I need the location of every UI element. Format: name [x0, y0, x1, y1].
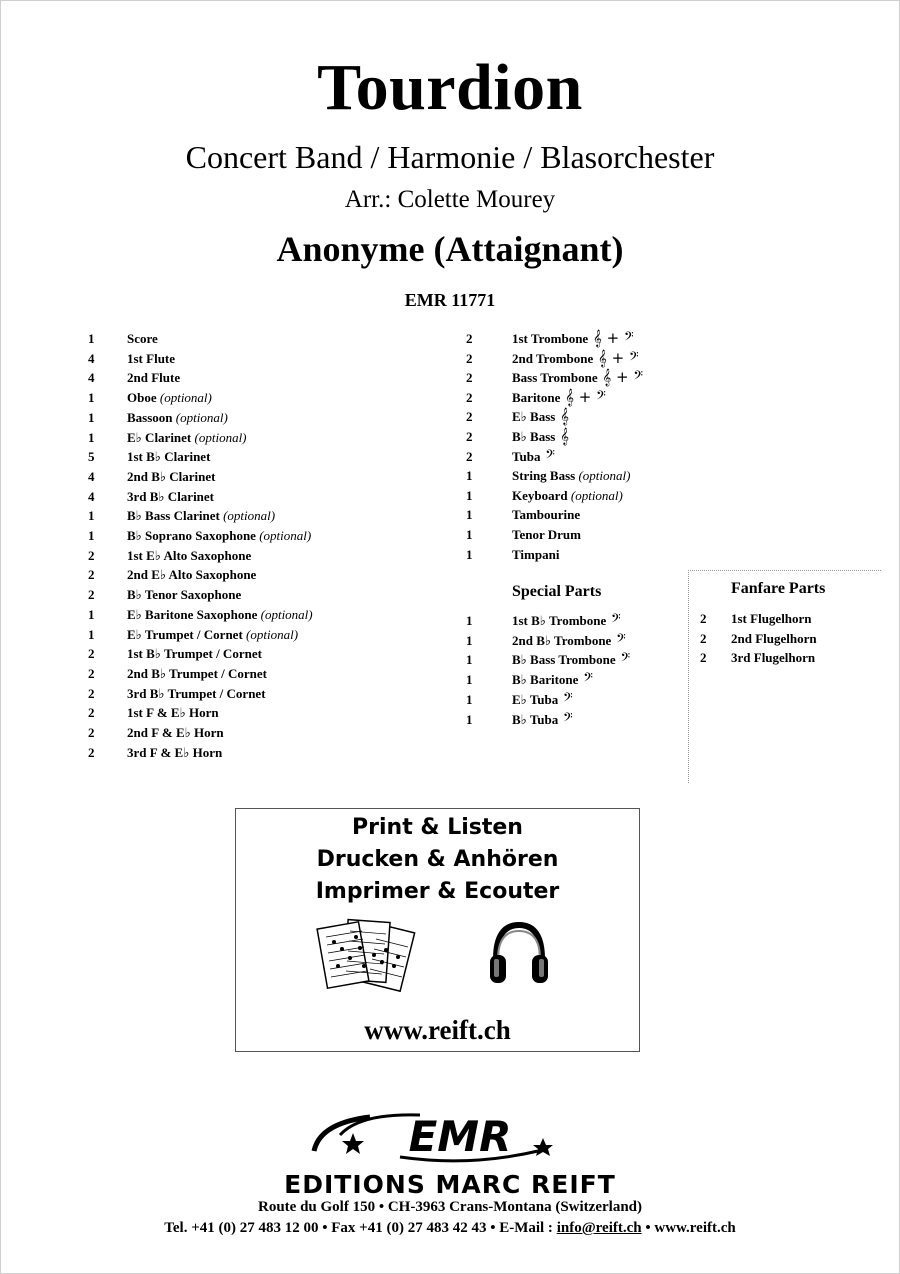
clef-icon: 𝄢	[578, 670, 593, 689]
part-quantity: 2	[466, 429, 473, 444]
part-name: B♭ Tuba	[512, 711, 559, 727]
part-name: 1st Flugelhorn	[731, 611, 812, 626]
part-label	[127, 565, 256, 584]
part-name: Baritone	[512, 389, 561, 405]
part-label	[512, 466, 630, 485]
part-quantity: 1	[88, 331, 95, 346]
part-quantity: 2	[88, 744, 95, 760]
part-optional-note: (optional)	[242, 626, 299, 642]
part-label	[127, 723, 224, 742]
email-link[interactable]: info@reift.ch	[556, 1220, 642, 1236]
catalog-number: EMR 11771	[404, 290, 496, 310]
promo-line-1: Print & Listen	[352, 815, 523, 840]
part-name: Bassoon	[127, 409, 173, 425]
part-quantity: 2	[700, 611, 707, 626]
publisher-name: EDITIONS MARC REIFT	[284, 1170, 616, 1199]
part-label	[512, 545, 559, 564]
part-label	[127, 743, 222, 762]
part-quantity: 2	[88, 665, 95, 681]
part-label	[512, 650, 630, 669]
part-name: Keyboard	[512, 487, 568, 503]
part-label	[127, 605, 313, 624]
part-quantity: 2	[466, 409, 473, 425]
part-quantity: 1	[466, 711, 473, 727]
part-quantity: 2	[466, 389, 473, 405]
part-label	[127, 644, 262, 663]
part-name: B♭ Tenor Saxophone	[127, 587, 242, 603]
part-quantity: 1	[88, 429, 95, 445]
part-optional-note: (optional)	[172, 409, 228, 425]
part-name: Tambourine	[512, 507, 581, 523]
part-quantity: 2	[466, 350, 473, 366]
part-label	[127, 368, 180, 387]
promo-line-2: Drucken & Anhören	[316, 847, 559, 872]
part-name: B♭ Baritone	[512, 672, 579, 688]
clef-icon: 𝄢	[558, 709, 573, 728]
part-quantity: 1	[466, 632, 473, 648]
part-name: 2nd E♭ Alto Saxophone	[127, 567, 257, 583]
special-parts-list	[466, 611, 686, 741]
part-quantity: 1	[466, 691, 473, 707]
part-label	[731, 609, 812, 628]
part-optional-note: (optional)	[575, 468, 631, 484]
part-label	[731, 629, 817, 648]
part-quantity: 2	[88, 725, 95, 740]
part-name: Tuba	[512, 448, 541, 464]
part-quantity: 4	[88, 468, 95, 484]
logo-text: EMR	[408, 1112, 512, 1161]
part-quantity: 1	[88, 606, 95, 622]
part-label	[127, 664, 267, 683]
part-name: Tenor Drum	[512, 527, 581, 542]
part-name: 3rd Flugelhorn	[731, 650, 816, 665]
part-name: 3rd B♭ Trumpet / Cornet	[127, 685, 266, 701]
part-name: 2nd Flugelhorn	[731, 630, 817, 646]
emr-logo	[300, 1105, 600, 1167]
part-label	[512, 427, 569, 446]
parts-list-right	[466, 329, 686, 569]
part-name: Score	[127, 331, 158, 346]
part-label	[127, 546, 251, 565]
part-label	[512, 486, 623, 505]
fanfare-parts-list	[700, 609, 880, 679]
part-name: B♭ Bass Trombone	[512, 652, 616, 668]
part-optional-note: (optional)	[255, 528, 312, 543]
part-name: 1st B♭ Clarinet	[127, 449, 211, 465]
part-quantity: 2	[466, 448, 473, 464]
part-quantity: 1	[88, 409, 95, 425]
publisher-contact	[0, 1220, 900, 1237]
part-quantity: 2	[466, 370, 473, 386]
part-optional-note: (optional)	[257, 606, 313, 622]
part-name: E♭ Bass	[512, 409, 556, 425]
part-name: 1st Trombone	[512, 331, 589, 346]
contact-phone-fax: Tel. +41 (0) 27 483 12 00 • Fax +41 (0) 27 483 42 43 • E-Mail :	[164, 1220, 557, 1236]
clef-icon: 𝄞 + 𝄢	[593, 348, 639, 367]
part-label	[512, 690, 573, 709]
headphones-icon	[486, 919, 552, 989]
part-label	[127, 526, 311, 545]
part-quantity: 1	[88, 626, 95, 642]
part-label	[127, 447, 210, 466]
part-quantity: 2	[88, 705, 95, 721]
part-name: B♭ Bass Clarinet	[127, 508, 220, 524]
part-label	[512, 525, 581, 544]
part-label	[512, 710, 573, 729]
part-name: 1st Flute	[127, 350, 176, 366]
part-name: 1st F & E♭ Horn	[127, 705, 219, 721]
clef-icon: 𝄞 + 𝄢	[560, 387, 606, 406]
part-optional-note: (optional)	[567, 487, 623, 503]
part-quantity: 1	[466, 487, 473, 503]
part-name: 1st E♭ Alto Saxophone	[127, 547, 252, 563]
part-quantity: 1	[466, 527, 473, 542]
part-name: Timpani	[512, 546, 560, 562]
promo-url: www.reift.ch	[364, 1015, 511, 1045]
part-label	[127, 408, 228, 427]
clef-icon: 𝄞	[555, 407, 569, 426]
part-label	[512, 388, 606, 407]
part-name: String Bass	[512, 468, 576, 484]
fanfare-parts-title: Fanfare Parts	[731, 580, 826, 597]
part-name: 1st B♭ Trumpet / Cornet	[127, 646, 262, 662]
part-name: E♭ Baritone Saxophone	[127, 606, 258, 622]
clef-icon: 𝄢	[558, 689, 573, 708]
part-quantity: 2	[466, 331, 473, 346]
part-quantity: 1	[466, 672, 473, 688]
part-label	[127, 684, 266, 703]
clef-icon: 𝄢	[540, 446, 555, 465]
part-quantity: 1	[88, 508, 95, 524]
part-quantity: 2	[700, 650, 707, 665]
part-label	[512, 407, 569, 426]
part-label	[512, 670, 593, 689]
part-name: 2nd F & E♭ Horn	[127, 725, 224, 740]
part-label	[127, 349, 175, 368]
part-optional-note: (optional)	[191, 429, 247, 445]
parts-list-left	[88, 329, 428, 769]
part-quantity: 2	[88, 685, 95, 701]
part-quantity: 2	[88, 646, 95, 662]
part-label	[512, 611, 621, 630]
composer: Anonyme (Attaignant)	[276, 229, 624, 269]
part-label	[127, 329, 158, 348]
part-name: Bass Trombone	[512, 370, 598, 386]
part-quantity: 1	[88, 528, 95, 543]
part-optional-note: (optional)	[219, 508, 276, 524]
print-listen-box	[235, 808, 640, 1052]
part-label	[127, 506, 275, 525]
part-quantity: 1	[88, 390, 95, 406]
part-quantity: 5	[88, 449, 95, 465]
part-label	[512, 447, 555, 466]
part-label	[127, 428, 247, 447]
publisher-address: Route du Golf 150 • CH-3963 Crans-Montana (Switzerland)	[258, 1199, 642, 1215]
clef-icon: 𝄢	[606, 611, 621, 629]
part-name: E♭ Tuba	[512, 691, 559, 707]
part-label	[512, 631, 626, 650]
part-quantity: 1	[466, 613, 473, 628]
part-label	[127, 467, 215, 486]
part-label	[512, 349, 639, 368]
clef-icon: 𝄞 + 𝄢	[588, 329, 634, 347]
part-quantity: 4	[88, 370, 95, 386]
part-label	[127, 487, 214, 506]
part-label	[127, 625, 298, 644]
part-name: 2nd Flute	[127, 370, 181, 386]
ensemble-subtitle: Concert Band / Harmonie / Blasorchester	[185, 139, 715, 175]
part-quantity: 4	[88, 488, 95, 504]
part-name: E♭ Trumpet / Cornet	[127, 626, 243, 642]
part-quantity: 2	[88, 567, 95, 583]
part-label	[127, 388, 212, 407]
promo-line-3: Imprimer & Ecouter	[315, 879, 560, 904]
special-parts-title: Special Parts	[512, 583, 602, 600]
part-name: Oboe	[127, 390, 157, 406]
part-quantity: 1	[466, 468, 473, 484]
part-quantity: 1	[466, 652, 473, 668]
arranger: Arr.: Colette Mourey	[344, 186, 556, 213]
clef-icon: 𝄢	[611, 630, 626, 649]
contact-website: • www.reift.ch	[641, 1220, 736, 1236]
part-label	[512, 505, 580, 524]
part-label	[731, 648, 815, 667]
part-quantity: 2	[88, 587, 95, 603]
clef-icon: 𝄞	[555, 427, 569, 445]
piece-title: Tourdion	[317, 51, 583, 124]
part-quantity: 2	[700, 630, 707, 646]
part-name: E♭ Clarinet	[127, 429, 192, 445]
part-quantity: 1	[466, 546, 473, 562]
part-quantity: 2	[88, 547, 95, 563]
part-name: 1st B♭ Trombone	[512, 613, 607, 628]
part-label	[512, 368, 643, 387]
part-optional-note: (optional)	[156, 390, 212, 406]
part-quantity: 4	[88, 350, 95, 366]
part-name: 2nd Trombone	[512, 350, 594, 366]
sheet-music-icon	[316, 915, 431, 999]
part-label	[127, 585, 241, 604]
part-name: 3rd F & E♭ Horn	[127, 744, 223, 760]
part-name: 2nd B♭ Clarinet	[127, 468, 216, 484]
part-name: B♭ Soprano Saxophone	[127, 528, 256, 543]
part-name: 2nd B♭ Trumpet / Cornet	[127, 665, 267, 681]
part-label	[127, 703, 219, 722]
part-name: 3rd B♭ Clarinet	[127, 488, 215, 504]
clef-icon: 𝄞 + 𝄢	[597, 368, 643, 387]
part-name: 2nd B♭ Trombone	[512, 632, 612, 648]
part-name: B♭ Bass	[512, 429, 556, 444]
part-quantity: 1	[466, 507, 473, 523]
clef-icon: 𝄢	[615, 650, 631, 669]
part-label	[512, 329, 634, 348]
